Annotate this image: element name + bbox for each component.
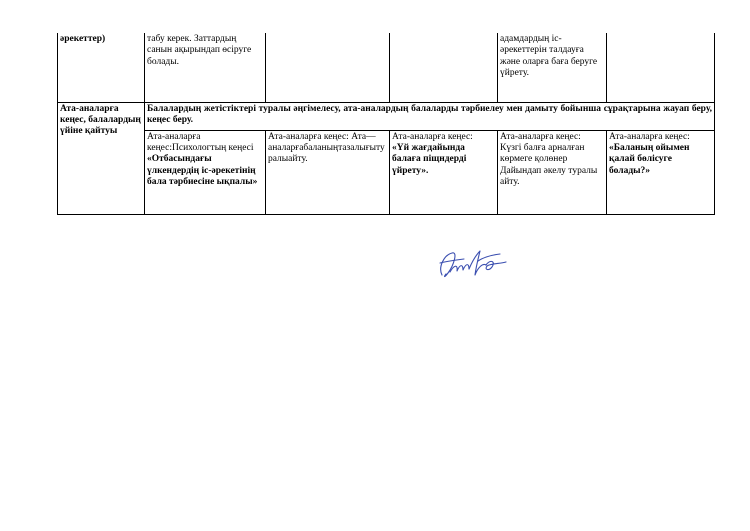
- summary-text: Балалардың жетістіктері туралы әңгімелесу, ата-аналардың балаларды тәрбиелеу мен дамыту бойынша сұрақтарына жауап беру, кеңес беру.: [147, 103, 712, 125]
- table-cell: [607, 33, 715, 102]
- advice-cell: [266, 130, 390, 214]
- advice-title: «Отбасындағы үлкендердің іс-әрекетінің бала тәрбиесіне ықпалы»: [147, 154, 258, 188]
- cell-text: адамдардың іс-әрекеттерін талдауға және оларға баға беруге үйрету.: [500, 34, 598, 79]
- activity-plan-table: [57, 33, 715, 215]
- table-row-parents-advice: [58, 130, 715, 214]
- row-label-cell: [58, 102, 145, 214]
- advice-prefix: Ата-аналарға кеңес: Ата—аналарғабаланыңтазалығытуралыайту.: [268, 131, 385, 165]
- advice-cell: [498, 130, 607, 214]
- advice-cell: [607, 130, 715, 214]
- row-label: Ата-аналарға кеңес, балалардың үйіне қайтуы: [60, 103, 141, 137]
- table-cell: [390, 33, 498, 102]
- table-cell: [266, 33, 390, 102]
- advice-cell: [145, 130, 266, 214]
- advice-cell: [390, 130, 498, 214]
- advice-prefix: Ата-аналарға кеңес:Психологтың кеңесі: [147, 131, 254, 153]
- row-label-cell: [58, 33, 145, 102]
- advice-prefix: Ата-аналарға кеңес:: [609, 131, 690, 142]
- advice-title: «Баланың ойымен қалай бөлісуге болады?»: [609, 142, 690, 176]
- advice-prefix: Ата-аналарға кеңес:: [392, 131, 473, 142]
- summary-cell: [145, 102, 715, 130]
- advice-prefix: Күзгі балға арналған көрмеге қолөнер Дайындап әкелу туралы айту.: [500, 142, 598, 188]
- signature-icon: [434, 245, 510, 285]
- advice-heading: Ата-аналарға кеңес:: [500, 131, 581, 142]
- row-label: әрекеттер): [60, 34, 106, 44]
- table-cell: [498, 33, 607, 102]
- cell-text: табу керек. Заттардың санын ақырындап өсіруге болады.: [147, 34, 252, 67]
- table-row-continued: [58, 33, 715, 102]
- advice-title: «Үй жағдайында балаға піщндерді үйрету».: [392, 142, 467, 176]
- table-row-parents-summary: [58, 102, 715, 130]
- table-cell: [145, 33, 266, 102]
